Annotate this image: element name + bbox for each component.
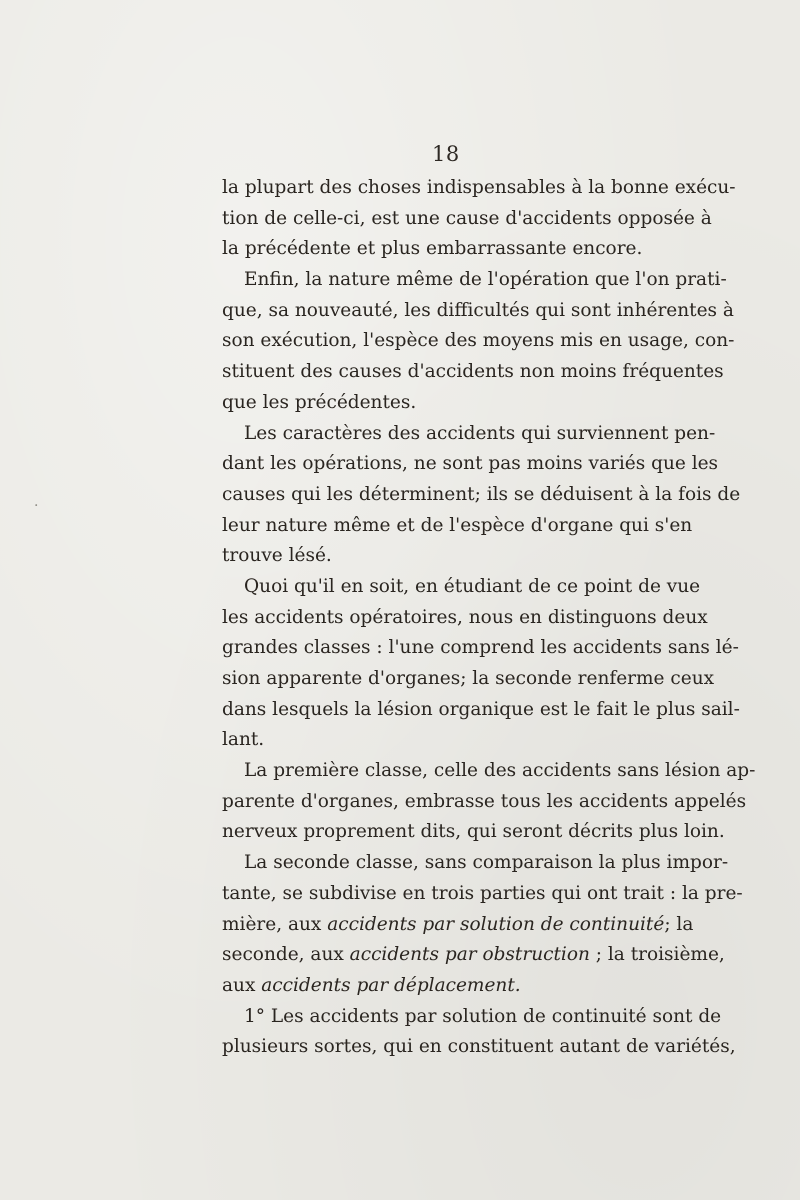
text-segment: ; la troisième, bbox=[589, 944, 725, 966]
text-line: parente d'organes, embrasse tous les accidents appelés bbox=[222, 790, 747, 812]
text-line: 1° Les accidents par solution de continuité sont de bbox=[244, 1005, 722, 1027]
text-segment: ; la bbox=[664, 913, 694, 935]
text-line: Les caractères des accidents qui surviennent pen- bbox=[244, 422, 716, 444]
margin-mark: · bbox=[34, 498, 39, 514]
italic-phrase: accidents par obstruction bbox=[349, 944, 590, 966]
text-segment: seconde, aux bbox=[222, 944, 350, 966]
text-line bbox=[222, 910, 692, 941]
text-line: stituent des causes d'accidents non moins fréquentes bbox=[222, 361, 724, 383]
text-line: Enfin, la nature même de l'opération que l'on prati- bbox=[244, 269, 727, 291]
text-line: trouve lésé. bbox=[222, 545, 332, 567]
text-line: grandes classes : l'une comprend les accidents sans lé- bbox=[222, 637, 739, 659]
text-line: dant les opérations, ne sont pas moins variés que les bbox=[222, 453, 719, 475]
text-segment: mière, aux bbox=[222, 913, 328, 935]
text-line: nerveux proprement dits, qui seront décrits plus loin. bbox=[222, 821, 725, 843]
italic-phrase: accidents par solution de continuité bbox=[327, 913, 665, 935]
text-line: les accidents opératoires, nous en distinguons deux bbox=[222, 606, 708, 628]
text-line bbox=[222, 971, 692, 1002]
text-line: sion apparente d'organes; la seconde renferme ceux bbox=[222, 668, 715, 689]
text-line: lant. bbox=[222, 729, 265, 751]
italic-phrase: accidents par déplacement. bbox=[261, 974, 521, 996]
text-segment: aux bbox=[222, 974, 262, 996]
text-line: que les précédentes. bbox=[222, 391, 417, 413]
text-line: dans lesquels la lésion organique est le fait le plus sail- bbox=[222, 698, 740, 720]
text-line: tion de celle-ci, est une cause d'accidents opposée à bbox=[222, 207, 712, 229]
text-line: leur nature même et de l'espèce d'organe qui s'en bbox=[222, 514, 693, 536]
text-line: la précédente et plus embarrassante encore. bbox=[222, 238, 643, 260]
text-line bbox=[222, 940, 725, 971]
text-line: causes qui les déterminent; ils se déduisent à la fois de bbox=[222, 483, 741, 505]
text-line: La seconde classe, sans comparaison la plus impor- bbox=[244, 852, 729, 874]
text-line: la plupart des choses indispensables à la bonne exécu- bbox=[222, 177, 736, 198]
body-text bbox=[222, 173, 756, 1063]
text-line: Quoi qu'il en soit, en étudiant de ce point de vue bbox=[244, 575, 701, 597]
text-line: tante, se subdivise en trois parties qui ont trait : la pre- bbox=[222, 882, 743, 904]
text-line: plusieurs sortes, qui en constituent autant de variétés, bbox=[222, 1036, 736, 1058]
page-number: 18 bbox=[432, 142, 460, 166]
text-line: que, sa nouveauté, les difficultés qui sont inhérentes à bbox=[222, 299, 734, 321]
text-line: son exécution, l'espèce des moyens mis en usage, con- bbox=[222, 330, 735, 352]
text-line: La première classe, celle des accidents sans lésion ap- bbox=[244, 760, 756, 782]
